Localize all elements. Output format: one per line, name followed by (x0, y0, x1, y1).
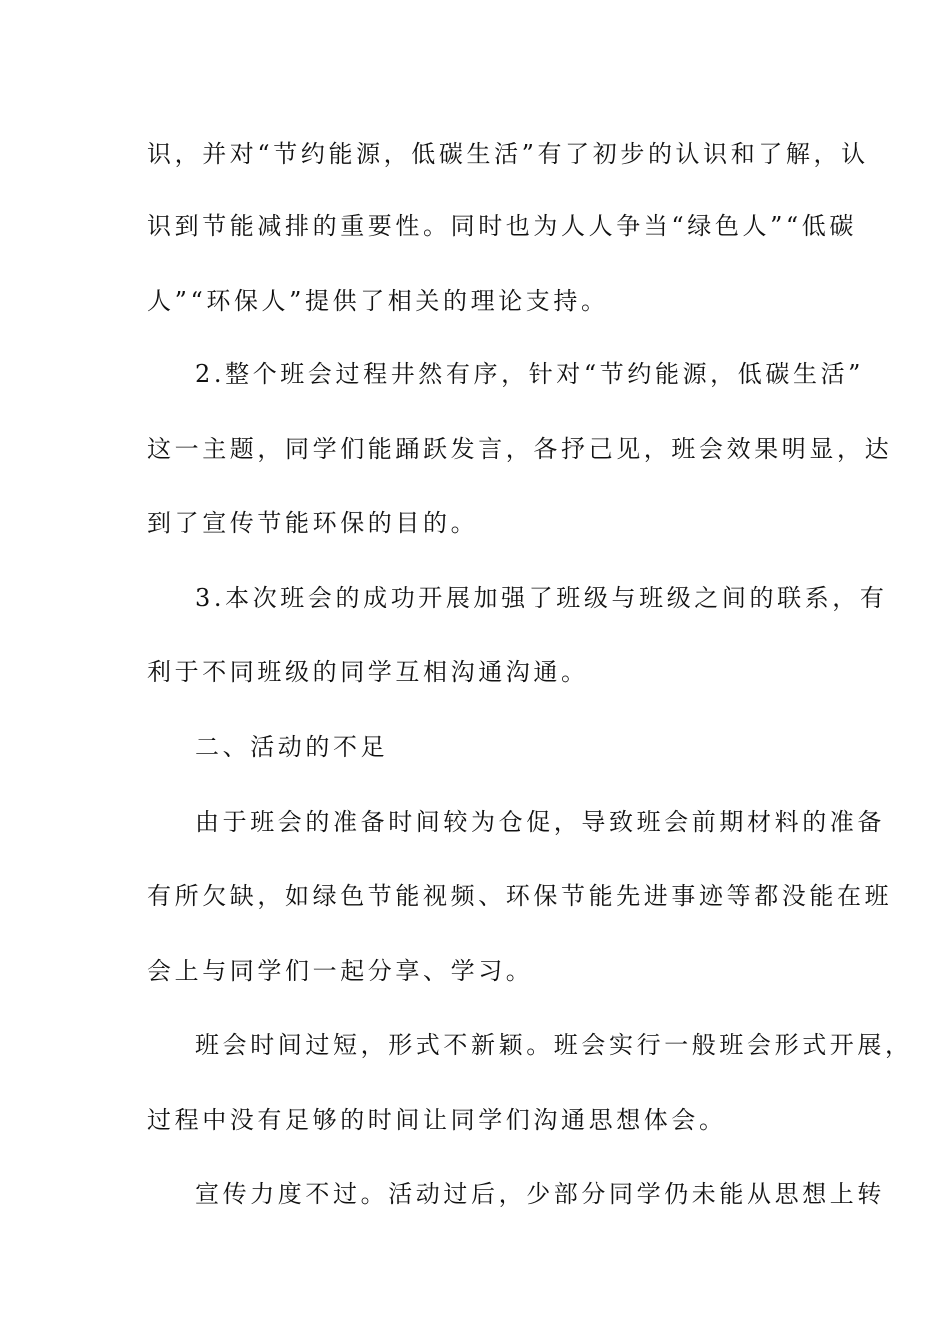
text-line: 班会时间过短，形式不新颖。班会实行一般班会形式开展， (195, 1031, 913, 1059)
text-line: 过程中没有足够的时间让同学们沟通思想体会。 (147, 1106, 727, 1134)
text-line: 宣传力度不过。活动过后，少部分同学仍未能从思想上转 (195, 1180, 885, 1208)
text-line: 这一主题，同学们能踊跃发言，各抒己见，班会效果明显，达 (147, 435, 893, 463)
text-line: 识到节能减排的重要性。同时也为人人争当“绿色人”“低碳 (147, 212, 858, 240)
text-line: 3.本次班会的成功开展加强了班级与班级之间的联系，有 (195, 584, 888, 612)
text-line: 会上与同学们一起分享、学习。 (147, 957, 534, 985)
text-line: 有所欠缺，如绿色节能视频、环保节能先进事迹等都没能在班 (147, 882, 893, 910)
text-line: 利于不同班级的同学互相沟通沟通。 (147, 658, 589, 686)
text-line: 2.整个班会过程井然有序，针对“节约能源，低碳生活” (195, 360, 865, 388)
text-line: 到了宣传节能环保的目的。 (147, 509, 479, 537)
text-line: 人”“环保人”提供了相关的理论支持。 (147, 287, 609, 315)
text-line: 由于班会的准备时间较为仓促，导致班会前期材料的准备 (195, 808, 885, 836)
text-line: 识，并对“节约能源，低碳生活”有了初步的认识和了解，认 (147, 140, 869, 168)
section-heading: 二、活动的不足 (195, 733, 389, 761)
